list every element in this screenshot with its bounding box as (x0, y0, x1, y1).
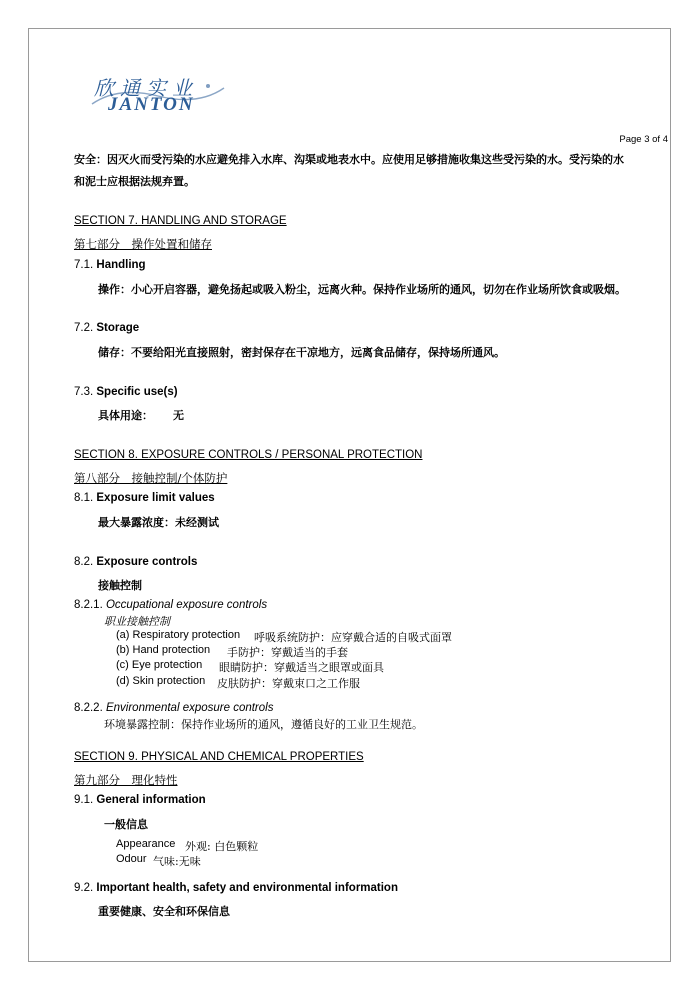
section-7-title: SECTION 7. HANDLING AND STORAGE (74, 215, 287, 227)
subsection-title: Important health, safety and environmental information (96, 882, 398, 894)
exposure-controls-text: 接触控制 (98, 579, 142, 592)
logo-english-text: JANTON (108, 94, 195, 115)
subsection-title: Exposure controls (96, 556, 198, 568)
subsection-8-2-1-heading (74, 599, 267, 611)
subsection-number: 8.2.2. (74, 702, 103, 714)
section-8-title: SECTION 8. EXPOSURE CONTROLS / PERSONAL PROTECTION (74, 449, 423, 461)
subsection-title: Environmental exposure controls (105, 702, 274, 714)
intro-line-1: 安全：因灭火而受污染的水应避免排入水库、沟渠或地表水中。应使用足够措施收集这些受污染的水。受污染的水 (74, 153, 624, 166)
subsection-8-2-2-heading (74, 702, 273, 714)
subsection-title: General information (96, 794, 206, 806)
skin-protection-label: (d) Skin protection (116, 675, 206, 687)
subsection-number: 8.2. (74, 556, 94, 568)
company-logo (88, 74, 228, 120)
skin-protection-cn: 皮肤防护：穿戴束口之工作服 (217, 677, 360, 690)
subsection-8-1-heading (74, 492, 215, 504)
occupational-controls-cn: 职业接触控制 (104, 615, 170, 628)
storage-text: 储存：不要给阳光直接照射，密封保存在干凉地方，远离食品储存，保持场所通风。 (98, 346, 505, 359)
handling-text: 操作：小心开启容器，避免扬起或吸入粉尘，远离火种。保持作业场所的通风，切勿在作业场所饮食或吸烟。 (98, 283, 626, 296)
hand-protection-cn: 手防护：穿戴适当的手套 (227, 646, 348, 659)
subsection-7-2-heading (74, 322, 139, 334)
odour-value: 气味:无味 (153, 855, 201, 868)
logo-chinese-text: 欣通实业 (94, 76, 198, 100)
specific-use-value: 无 (173, 409, 184, 422)
section-9-title-cn: 第九部分 理化特性 (74, 773, 178, 787)
eye-protection-cn: 眼睛防护：穿戴适当之眼罩或面具 (219, 661, 384, 674)
respiratory-protection-cn: 呼吸系统防护：应穿戴合适的自吸式面罩 (254, 631, 452, 644)
subsection-number: 9.1. (74, 794, 94, 806)
health-safety-info-cn: 重要健康、安全和环保信息 (98, 905, 230, 918)
page-number: Page 3 of 4 (619, 134, 668, 145)
subsection-number: 7.3. (74, 386, 94, 398)
subsection-title: Occupational exposure controls (105, 599, 268, 611)
subsection-title: Storage (96, 322, 140, 334)
subsection-title: Specific use(s) (96, 386, 178, 398)
odour-label: Odour (116, 853, 147, 865)
subsection-7-3-heading (74, 386, 178, 398)
subsection-8-2-heading (74, 556, 197, 568)
subsection-number: 7.1. (74, 259, 94, 271)
environmental-controls-text: 环境暴露控制：保持作业场所的通风，遵循良好的工业卫生规范。 (104, 718, 423, 731)
appearance-value: 外观: 白色颗粒 (185, 840, 259, 853)
subsection-title: Handling (96, 259, 146, 271)
subsection-7-1-heading (74, 259, 146, 271)
respiratory-protection-label: (a) Respiratory protection (116, 629, 241, 641)
exposure-limit-text: 最大暴露浓度：未经测试 (98, 516, 219, 529)
appearance-label: Appearance (116, 838, 176, 850)
subsection-title: Exposure limit values (96, 492, 215, 504)
subsection-9-1-heading (74, 794, 206, 806)
subsection-number: 8.1. (74, 492, 94, 504)
subsection-number: 9.2. (74, 882, 94, 894)
intro-line-2: 和泥士应根据法规弃置。 (74, 175, 195, 188)
subsection-9-2-heading (74, 882, 398, 894)
section-7-title-cn: 第七部分 操作处置和储存 (74, 237, 212, 251)
eye-protection-label: (c) Eye protection (116, 659, 203, 671)
subsection-number: 7.2. (74, 322, 94, 334)
section-9-title: SECTION 9. PHYSICAL AND CHEMICAL PROPERTIES (74, 751, 364, 763)
general-information-cn: 一般信息 (104, 818, 148, 831)
section-8-title-cn: 第八部分 接触控制/个体防护 (74, 471, 228, 485)
subsection-number: 8.2.1. (74, 599, 103, 611)
hand-protection-label: (b) Hand protection (116, 644, 211, 656)
specific-use-label: 具体用途： (98, 409, 153, 422)
